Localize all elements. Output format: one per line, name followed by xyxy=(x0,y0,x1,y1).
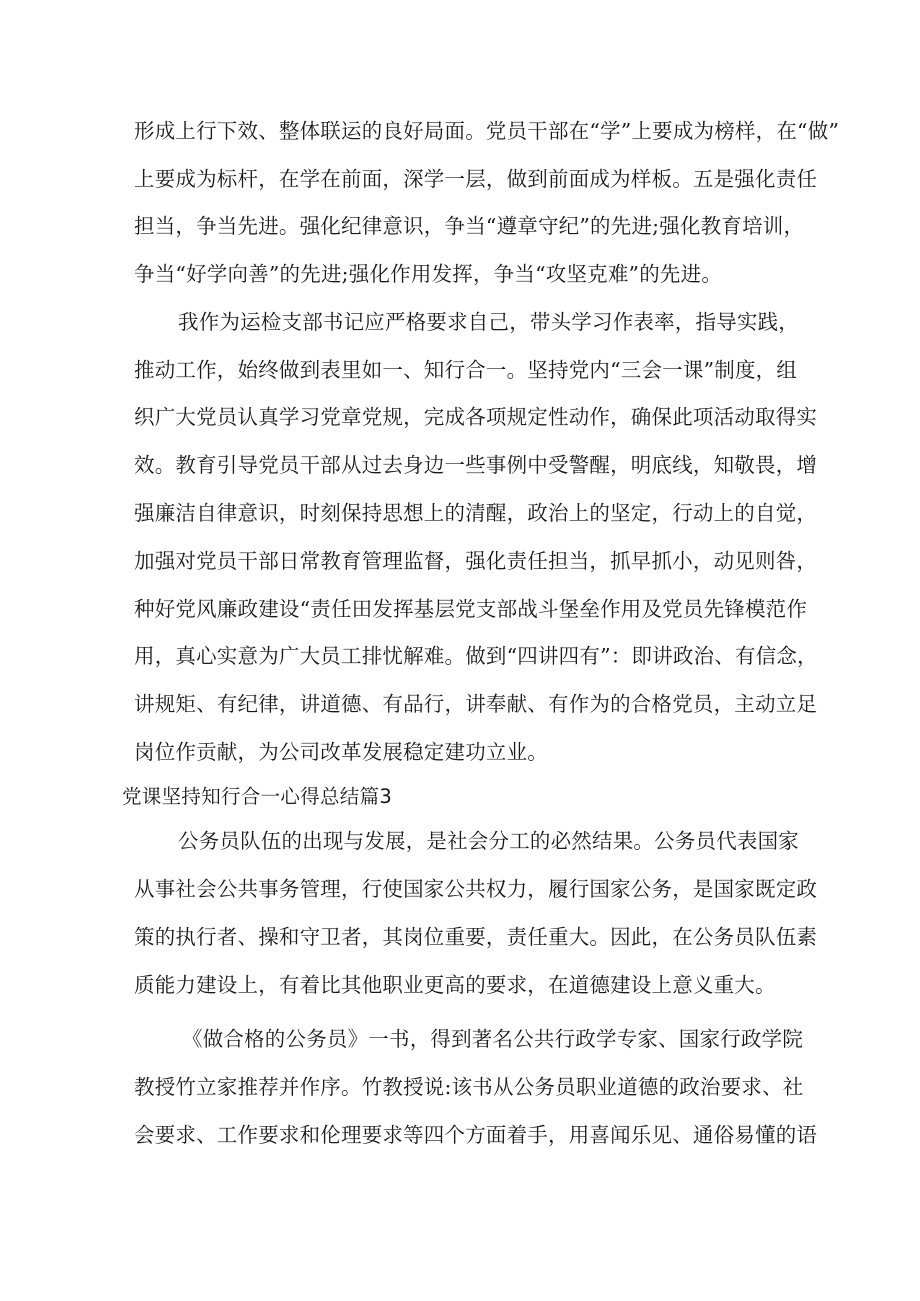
paragraph-line: 担当，争当先进。强化纪律意识，争当“遵章守纪”的先进;强化教育培训， xyxy=(134,214,805,238)
paragraph-line: 形成上行下效、整体联运的良好局面。党员干部在“学”上要成为榜样，在“做” xyxy=(134,119,840,143)
paragraph-first-line: 《做合格的公务员》一书，得到著名公共行政学专家、国家行政学院 xyxy=(182,1027,803,1051)
paragraph-first-line: 公务员队伍的出现与发展，是社会分工的必然结果。公务员代表国家 xyxy=(178,829,799,853)
paragraph-first-line: 我作为运检支部书记应严格要求自己，带头学习作表率，指导实践， xyxy=(178,310,799,334)
paragraph-line: 效。教育引导党员干部从过去身边一些事例中受警醒，明底线，知敬畏，增 xyxy=(134,453,818,477)
paragraph-line: 会要求、工作要求和伦理要求等四个方面着手，用喜闻乐见、通俗易懂的语 xyxy=(134,1123,818,1147)
paragraph-line: 从事社会公共事务管理，行使国家公共权力，履行国家公务，是国家既定政 xyxy=(134,877,818,901)
paragraph-line: 强廉洁自律意识，时刻保持思想上的清醒，政治上的坚定，行动上的自觉， xyxy=(134,501,818,525)
paragraph-line: 用，真心实意为广大员工排忧解难。做到“四讲四有”：即讲政治、有信念， xyxy=(134,644,818,668)
paragraph-line: 质能力建设上，有着比其他职业更高的要求，在道德建设上意义重大。 xyxy=(134,973,776,997)
paragraph-line: 加强对党员干部日常教育管理监督，强化责任担当，抓早抓小，动见则咎， xyxy=(134,549,818,573)
paragraph-line: 织广大党员认真学习党章党规，完成各项规定性动作，确保此项活动取得实 xyxy=(134,405,818,429)
paragraph-line: 教授竹立家推荐并作序。竹教授说:该书从公务员职业道德的政治要求、社 xyxy=(134,1075,804,1099)
paragraph-line: 争当“好学向善”的先进;强化作用发挥，争当“攻坚克难”的先进。 xyxy=(134,262,723,286)
paragraph-line: 上要成为标杆，在学在前面，深学一层，做到前面成为样板。五是强化责任 xyxy=(134,167,818,191)
section-heading: 党课坚持知行合一心得总结篇3 xyxy=(122,785,393,808)
paragraph-line: 种好党风廉政建设“责任田发挥基层党支部战斗堡垒作用及党员先锋模范作 xyxy=(134,597,808,621)
paragraph-line: 推动工作，始终做到表里如一、知行合一。坚持党内“三会一课”制度，组 xyxy=(134,358,798,382)
paragraph-line: 策的执行者、操和守卫者，其岗位重要，责任重大。因此，在公务员队伍素 xyxy=(134,925,818,949)
paragraph-line: 讲规矩、有纪律，讲道德、有品行，讲奉献、有作为的合格党员，主动立足 xyxy=(134,692,818,716)
paragraph-line: 岗位作贡献，为公司改革发展稳定建功立业。 xyxy=(134,740,548,764)
